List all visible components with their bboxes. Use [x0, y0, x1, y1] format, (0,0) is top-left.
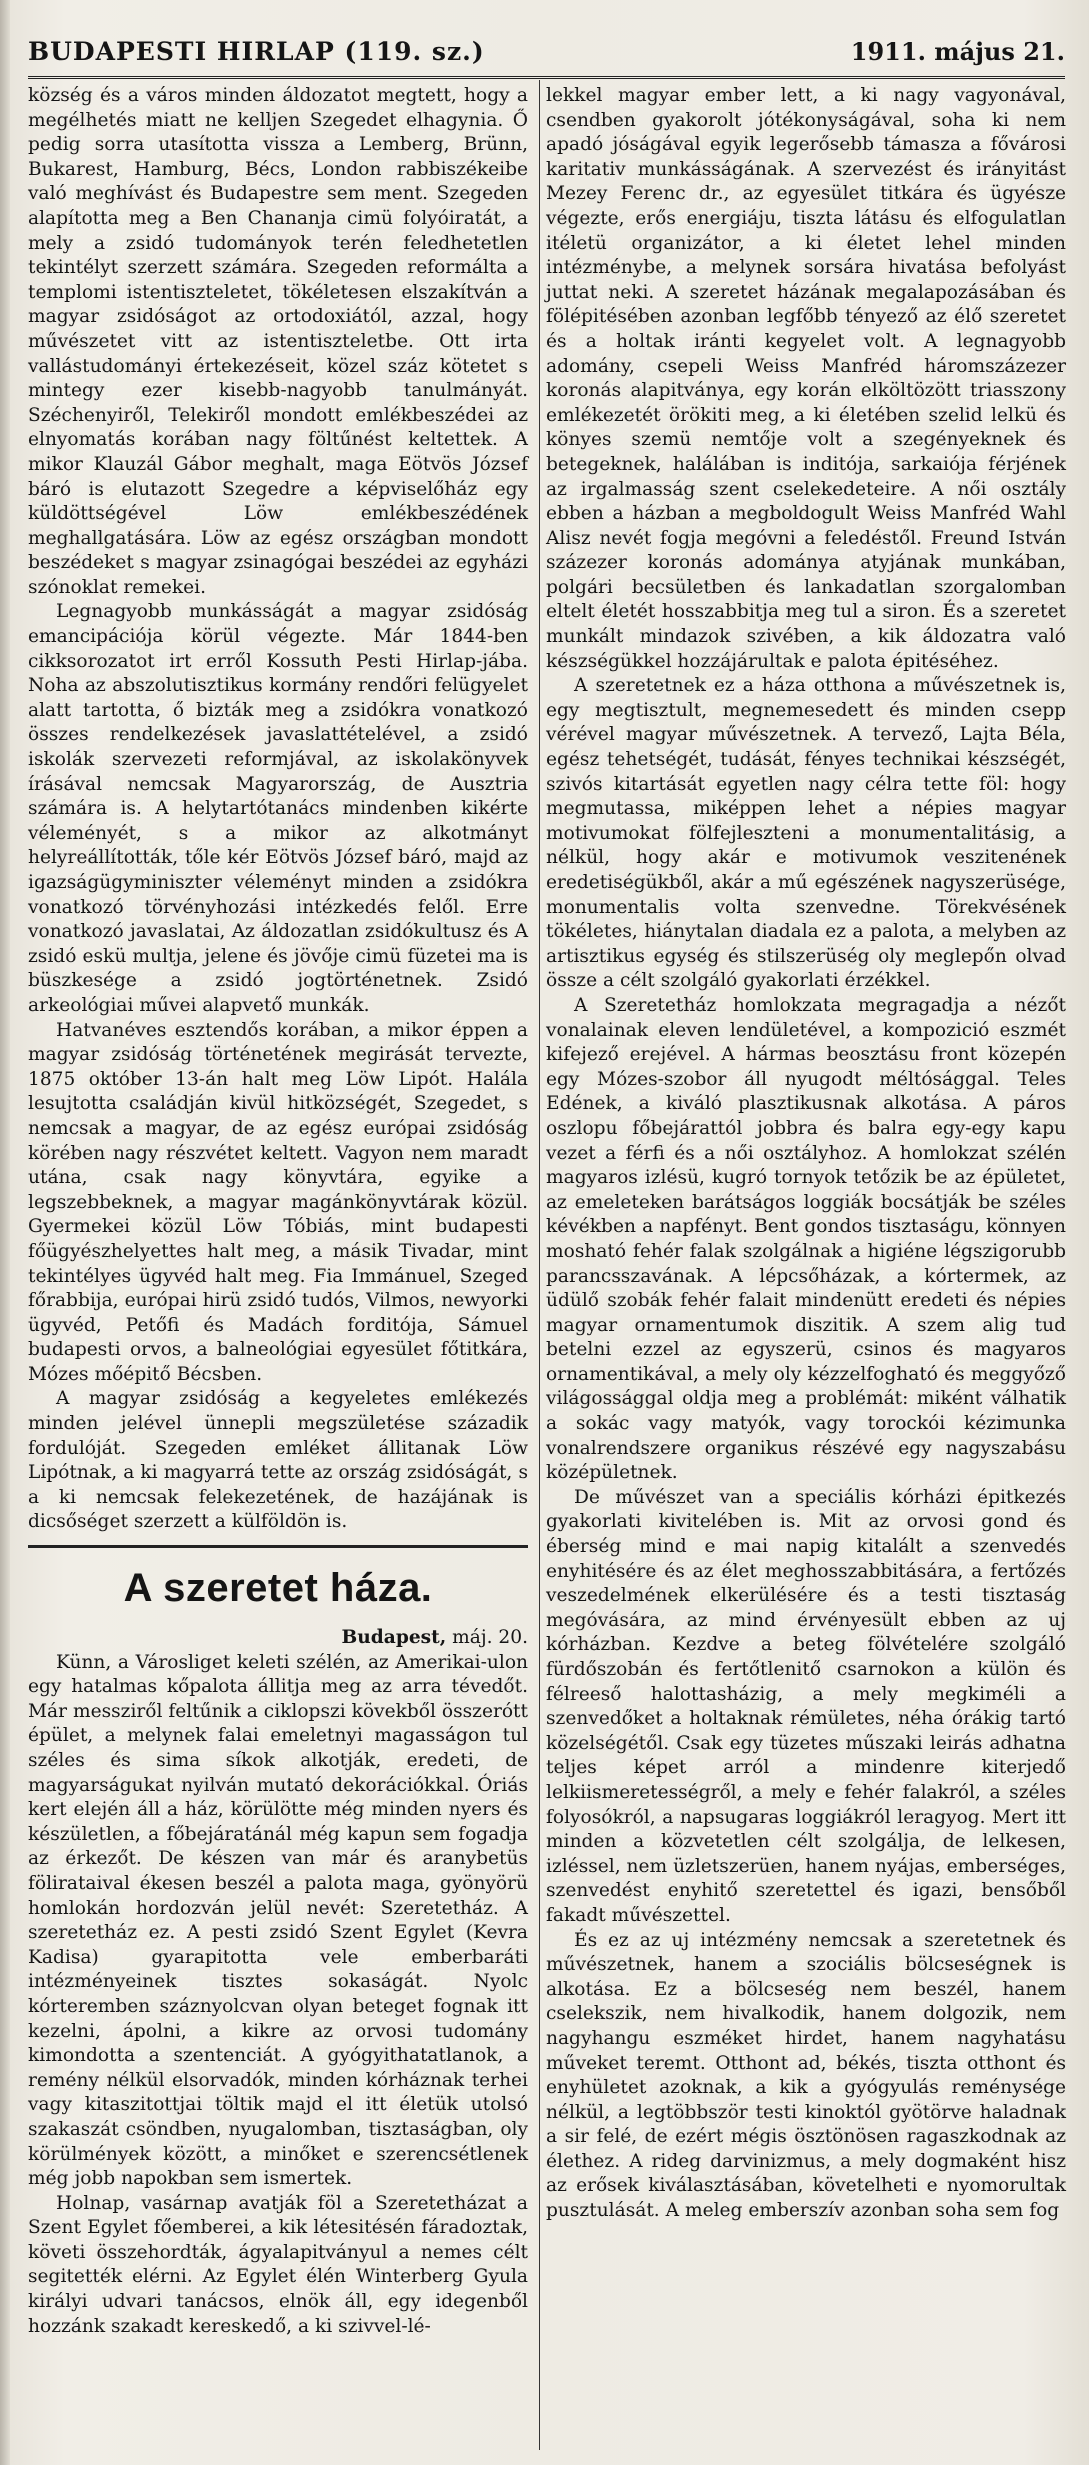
article-headline: A szeretet háza. [123, 1566, 433, 1611]
article-dateline [28, 1626, 528, 1651]
paragraph: És ez az uj intézmény nemcsak a szeretetnek és művészetnek, hanem a szociális bölcseségnek is alkotása. Ez a bölcseség nem beszél, hanem cselekszik, nem hivalkodik, hanem dolgozik, nem nagyhangu eszméket hirdet, hanem nagyhatásu műveket teremt. Otthont ad, békés, tiszta otthont és enyhületet azoknak, a kik a gyógyulás reménysége nélkül, a legtöbbször testi kinoktól gyötörve haladnak a sir felé, de ezért mégis ösztönösen ragaszkodnak az élethez. A rideg darvinizmus, a mely dogmaként hisz az erősek kiválasztásában, követelheti e nyomorultak pusztulását. A meleg emberszív azonban soha sem fog [546, 1929, 1066, 2222]
masthead [28, 26, 1065, 79]
article-paragraph: Künn, a Városliget keleti szélén, az Amerikai-ulon egy hatalmas kőpalota állitja meg az arra tévedőt. Már messziről feltűnik a ciklopszi kövekből összerótt épület, a melynek falai emeletnyi magasságon tul széles és sima síkok alkotják, eredeti, de magyarságukat nyilván mutató dekorációkkal. Óriás kert elején áll a ház, körülötte még minden nyers és készületlen, a főbejáratánál még kapun sem fogadja az érkezőt. De készen van már és aranybetüs fölirataival ékesen beszél a palota maga, gyönyörü homlokán hordozván jelül nevét: Szeretetház. A szeretetház ez. A pesti zsidó Szent Egylet (Kevra Kadisa) gyarapitotta vele emberbaráti intézményeinek tisztes sokaságát. Nyolc kórteremben száznyolcvan olyan beteget fognak itt kezelni, ápolni, a kikre az orvosi tudomány kimondotta a szentenciát. A gyógyithatatlanok, a remény nélkül elsorvadók, minden kórháznak terhei vagy kitaszitottjai töltik majd el itt életük utolsó szakaszát csöndben, nyugalomban, tisztaságban, oly körülmények között, a minőket e szerencsétlenek még jobb napokban sem ismertek. [28, 1651, 528, 2190]
dateline-date: máj. 20. [452, 1627, 528, 1649]
right-column [546, 84, 1066, 2224]
column-divider [539, 80, 540, 2450]
paragraph: község és a város minden áldozatot megtett, hogy a megélhetés miatt ne kelljen Szegedet elhagynia. Ő pedig sorra utasította vissza a Lemberg, Brünn, Bukarest, Hamburg, Bécs, London rabbiszékeibe való meghívást és Budapestre sem ment. Szegeden alapította meg a Ben Chananja cimü folyóiratát, a mely a zsidó tudományok terén feledhetetlen tekintélyt szerzett számára. Szegeden reformálta a templomi istentiszteletet, tökéletesen elszakítván a magyar zsidóságot az ortodoxiától, azzal, hogy művészetet vitt az istentiszteletbe. Ott irta vallástudományi értekezéseit, közel száz kötetet s mintegy ezer kisebb-nagyobb tanulmányát. Széchenyiről, Telekiről mondott emlékbeszédei az elnyomatás korában nagy föltűnést keltettek. A mikor Klauzál Gábor meghalt, maga Eötvös József báró is elutazott Szegedre a képviselőház egy küldöttségével Löw emlékbeszédének meghallgatására. Löw az egész országban mondott beszédeket s magyar zsinagógai beszédei az egyházi szónoklat remekei. [28, 85, 528, 598]
page-fold-shadow [0, 0, 10, 2465]
dateline-city: Budapest, [341, 1627, 447, 1649]
section-divider [28, 1545, 528, 1548]
paragraph: Hatvanéves esztendős korában, a mikor éppen a magyar zsidóság történetének megirását tervezte, 1875 október 13-án halt meg Löw Lipót. Halála lesujtotta családján kivül hitközségét, Szegedet, s nemcsak a magyar, de az egész európai zsidóság körében nagy részvétet keltett. Vagyon nem maradt utána, csak nagy könyvtára, egyike a legszebbeknek, a magyar magánkönyvtárak közül. Gyermekei közül Löw Tóbiás, mint budapesti főügyészhelyettes halt meg, a másik Tivadar, mint tekintélyes ügyvéd halt meg. Fia Immánuel, Szeged főrabbija, európai hirü zsidó tudós, Vilmos, newyorki ügyvéd, Petőfi és Madách forditója, Sámuel budapesti orvos, a balneológiai egyesület főtitkára, Mózes mőépitő Bécsben. [28, 1019, 528, 1385]
newspaper-title: BUDAPESTI HIRLAP (119. sz.) [28, 36, 485, 66]
paragraph: lekkel magyar ember lett, a ki nagy vagyonával, csendben gyakorolt jótékonyságával, soha ki nem apadó jóságával egyik legerősebb támasza a fővárosi karitativ munkásságának. A szervezést és irányitást Mezey Ferenc dr., az egyesület titkára és ügyésze végezte, erős energiáju, tiszta látásu és elfogulatlan itéletü organizátor, a ki életet lehel minden intézménybe, a melynek sorsára hivatása befolyást juttat neki. A szeretet házának megalapozásában és fölépitésében azonban legfőbb tényező az élő szeretet és a holtak iránti kegyelet volt. A legnagyobb adomány, csepeli Weiss Manfréd háromszázezer koronás alapitványa, egy korán elköltözött triasszony emlékezetét örökiti meg, a ki életében szelid lelkü és könyes szemü nemtője volt a szegényeknek és betegeknek, halálában is inditója, sarkaiója férjének az irgalmasság szent cselekedeteire. A női osztály ebben a házban a megboldogult Weiss Manfréd Wahl Alisz nevét fogja megóvni a feledéstől. Freund István százezer koronás adománya atyjának munkában, polgári becsületben és lankadatlan szorgalomban eltelt életét hosszabbitja meg tul a siron. És a szeretet munkált mindazok szivében, a kik áldozatra való készségükkel hozzájárultak e palota épitéséhez. [546, 85, 1066, 672]
paragraph: De művészet van a speciális kórházi épitkezés gyakorlati kivitelében is. Mit az orvosi gond és éberség mind e mai napig kitalált a szenvedés enyhitésére és az élet meghosszabbitására, a fertőzés veszedelmének elkerülésére és a testi tisztaság megóvására, az mind érvényesült ebben az uj kórházban. Kezdve a beteg fölvételére szolgáló fürdőszobán és fertőtlenitő csarnokon a külön és félreeső halottasházig, a mely megkiméli a szenvedőket a holtaknak rémületes, néha órákig tartó közelségétől. Csak egy tüzetes műszaki leirás adhatna teljes képet arról a mindenre kiterjedő lelkiismeretességről, a mely e fehér falakról, a széles folyosókról, a napsugaras loggiákról leragyog. Mert itt minden a közvetetlen célt szolgálja, de lelkesen, izléssel, nem üzletszerüen, hanem nyájas, emberséges, szenvedést enyhitő szeretettel és igazi, bensőből fakadt művészettel. [546, 1486, 1066, 1926]
paragraph: A Szeretetház homlokzata megragadja a nézőt vonalainak eleven lendületével, a kompozició eszmét kifejező erejével. A hármas beosztásu front közepén egy Mózes-szobor áll nyugodt méltósággal. Teles Edének, a kiváló plasztikusnak alkotása. A páros oszlopu főbejárattól jobbra és balra egy-egy kapu vezet a férfi és a női osztályhoz. A homlokzat szélén magyaros izlésü, kugró tornyok tetőzik be az épületet, az emeleteken barátságos loggiák bocsátják be széles kévékben a napfényt. Bent gondos tisztaságu, könnyen mosható fehér falak szolgálnak a higiéne légszigorubb parancsszavának. A lépcsőházak, a kórtermek, az üdülő szobák fehér falait mindenütt eredeti és népies magyar ornamentumok diszitik. A szem alig tud betelni ezzel az egyszerü, csinos és magyaros ornamentikával, a mely oly kézzelfogható és meggyőző világossággal oldja meg a problémát: miként válhatik a sokác vagy matyók, vagy torockói kézimunka vonalrendszere organikus részévé egy nagyszabásu középületnek. [546, 994, 1066, 1484]
left-column [28, 84, 528, 2339]
article-paragraph: Holnap, vasárnap avatják föl a Szeretetházat a Szent Egylet főemberei, a kik létesitésén fáradoztak, követi összehordták, ágyalapitványul a nemes célt segitették elérni. Az Egylet élén Winterberg Gyula királyi udvari tanácsos, elnök áll, egy idegenből hozzánk szakadt kereskedő, a ki szivvel-lé- [28, 2192, 528, 2337]
paragraph: A szeretetnek ez a háza otthona a művészetnek is, egy megtisztult, megnemesedett és minden csepp vérével magyar művészetnek. A tervező, Lajta Béla, egész tehetségét, tudását, fényes technikai készségét, szivós kitartását egyetlen nagy célra tette föl: hogy megmutassa, miképpen lehet a népies magyar motivumokat fölfejleszteni a monumentalitásig, a nélkül, hogy akár e motivumok veszitenének eredetiségükből, akár a mű egészének nagyszerüsége, monumentalis volta szenvedne. Törekvésének tökéletes, hiánytalan diadala ez a palota, a melyben az artisztikus egység és stilszerüség oly meglepőn olvad össze a célt szolgáló gyakorlati érzékkel. [546, 675, 1066, 992]
paragraph: A magyar zsidóság a kegyeletes emlékezés minden jelével ünnepli megszületése századik fordulóját. Szegeden emléket állitanak Löw Lipótnak, a ki magyarrá tette az ország zsidóságát, s a ki nemcsak felekezetének, de hazájának is dicsőséget szerzett a külföldön is. [28, 1388, 528, 1533]
issue-date: 1911. május 21. [850, 36, 1065, 66]
paragraph: Legnagyobb munkásságát a magyar zsidóság emancipációja körül végezte. Már 1844-ben cikksorozatot irt erről Kossuth Pesti Hirlap-jába. Noha az abszolutisztikus kormány rendőri felügyelet alatt tartotta, ő bizták meg a zsidókra vonatkozó összes rendelkezések javaslattételével, a zsidó iskolák szervezeti reformjával, az iskolakönyvek írásával nemcsak Magyarország, de Ausztria számára is. A helytartótanács mindenben kikérte véleményét, s a mikor az alkotmányt helyreállították, tőle kér Eötvös József báró, majd az igazságügyminiszter véleményt minden a zsidókra vonatkozó törvényhozási intézkedés felől. Erre vonatkozó javaslatai, Az áldozatlan zsidókultusz és A zsidó eskü multja, jelene és jövője cimü füzetei ma is büszkesége a zsidó jogtörténetnek. Zsidó arkeológiai művei alapvető munkák. [28, 601, 528, 1016]
